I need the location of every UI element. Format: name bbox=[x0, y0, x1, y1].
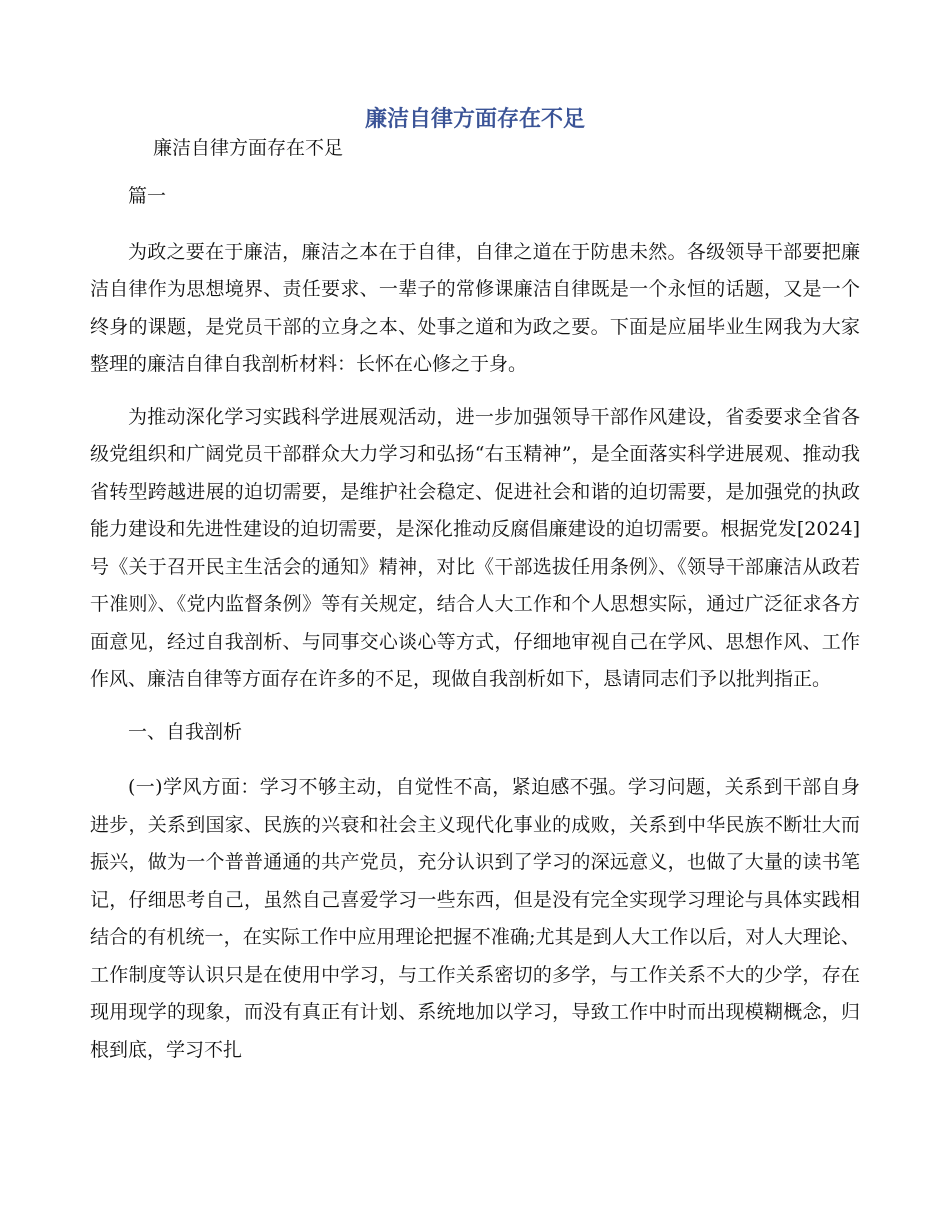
section-label: 篇一 bbox=[128, 185, 167, 207]
paragraph: 为推动深化学习实践科学进展观活动，进一步加强领导干部作风建设，省委要求全省各级党组织和广阔党员干部群众大力学习和弘扬“右玉精神”，是全面落实科学进展观、推动我省转型跨越进展的迫切需要，是维护社会稳定、促进社会和谐的迫切需要，是加强党的执政能力建设和先进性建设的迫切需要，是深化推动反腐倡廉建设的迫切需要。根据党发[2024]号《关于召开民主生活会的通知》精神，对比《干部选拔任用条例》、《领导干部廉洁从政若干准则》、《党内监督条例》等有关规定，结合人大工作和个人思想实际，通过广泛征求各方面意见，经过自我剖析、与同事交心谈心等方式，仔细地审视自己在学风、思想作风、工作作风、廉洁自律等方面存在许多的不足，现做自我剖析如下，恳请同志们予以批判指正。 bbox=[90, 405, 860, 690]
document-body bbox=[90, 178, 860, 1084]
document-subtitle: 廉洁自律方面存在不足 bbox=[153, 137, 344, 159]
paragraph: 为政之要在于廉洁，廉洁之本在于自律，自律之道在于防患未然。各级领导干部要把廉洁自律作为思想境界、责任要求、一辈子的常修课廉洁自律既是一个永恒的话题，又是一个终身的课题，是党员干部的立身之本、处事之道和为政之要。下面是应届毕业生网我为大家整理的廉洁自律自我剖析材料：长怀在心修之于身。 bbox=[90, 240, 860, 375]
paragraph: (一)学风方面：学习不够主动，自觉性不高，紧迫感不强。学习问题，关系到干部自身进步，关系到国家、民族的兴衰和社会主义现代化事业的成败，关系到中华民族不断壮大而振兴，做为一个普普通通的共产党员，充分认识到了学习的深远意义，也做了大量的读书笔记，仔细思考自己，虽然自己喜爱学习一些东西，但是没有完全实现学习理论与具体实践相结合的有机统一，在实际工作中应用理论把握不准确;尤其是到人大工作以后，对人大理论、工作制度等认识只是在使用中学习，与工作关系密切的多学，与工作关系不大的少学，存在现用现学的现象，而没有真正有计划、系统地加以学习，导致工作中时而出现模糊概念，归根到底，学习不扎 bbox=[90, 776, 860, 1061]
section-heading: 一、自我剖析 bbox=[128, 720, 243, 743]
document-title: 廉洁自律方面存在不足 bbox=[364, 107, 585, 132]
